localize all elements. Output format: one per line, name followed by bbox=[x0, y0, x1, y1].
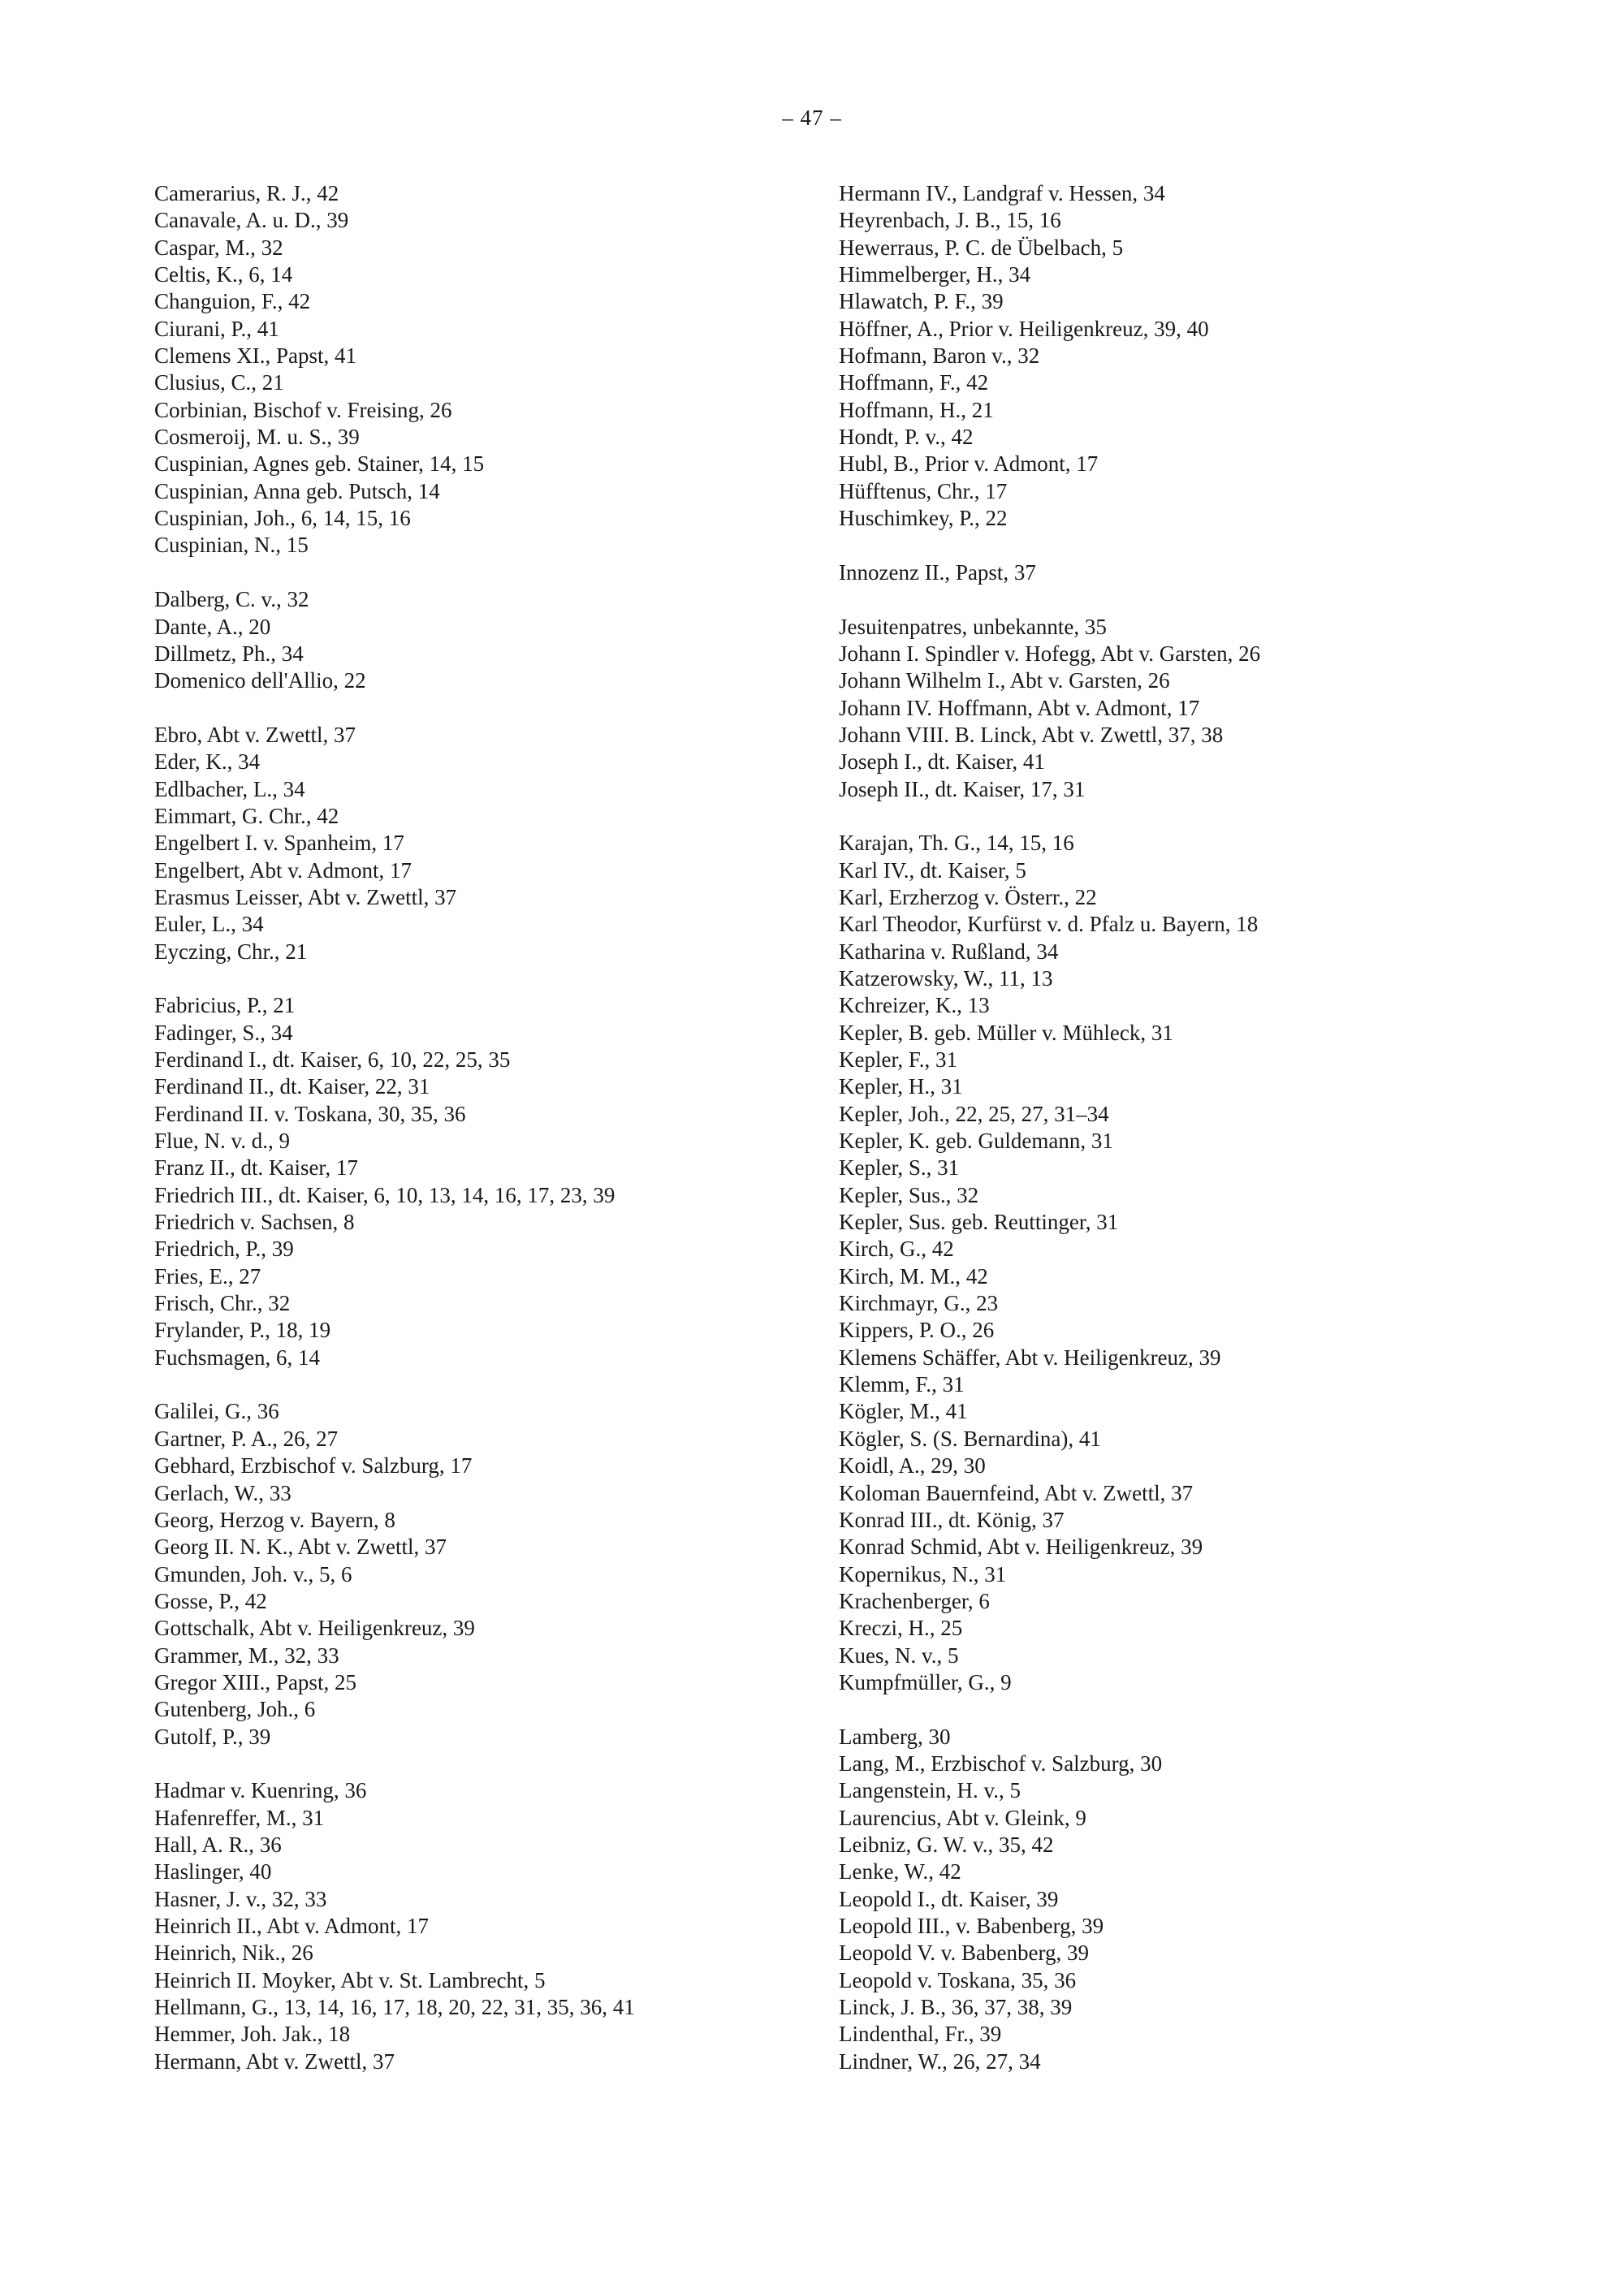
index-entry: Georg II. N. K., Abt v. Zwettl, 37 bbox=[154, 1535, 447, 1560]
index-entry: Cosmeroij, M. u. S., 39 bbox=[154, 425, 360, 450]
letter-group-spacer bbox=[839, 1696, 1505, 1723]
index-entry: Lenke, W., 42 bbox=[839, 1859, 961, 1884]
index-entry: Leopold v. Toskana, 35, 36 bbox=[839, 1967, 1077, 1992]
index-entry: Heyrenbach, J. B., 15, 16 bbox=[839, 208, 1061, 233]
index-entry: Lindenthal, Fr., 39 bbox=[839, 2022, 1002, 2047]
index-entry: Karajan, Th. G., 14, 15, 16 bbox=[839, 831, 1074, 856]
index-entry: Gregor XIII., Papst, 25 bbox=[154, 1669, 356, 1694]
page-number: – 47 – bbox=[782, 106, 842, 130]
index-entry: Friedrich, P., 39 bbox=[154, 1237, 294, 1262]
index-entry: Clemens XI., Papst, 41 bbox=[154, 343, 356, 369]
index-entry: Euler, L., 34 bbox=[154, 912, 264, 937]
index-entry: Cuspinian, Joh., 6, 14, 15, 16 bbox=[154, 506, 411, 531]
index-entry: Hüfftenus, Chr., 17 bbox=[839, 478, 1008, 503]
index-entry: Jesuitenpatres, unbekannte, 35 bbox=[839, 614, 1107, 639]
letter-group-spacer bbox=[154, 965, 820, 992]
index-entry: Joseph I., dt. Kaiser, 41 bbox=[839, 749, 1045, 775]
index-entry: Gerlach, W., 33 bbox=[154, 1480, 292, 1505]
index-entry: Gutolf, P., 39 bbox=[154, 1724, 271, 1749]
index-entry: Kues, N. v., 5 bbox=[839, 1643, 959, 1668]
index-entry: Gosse, P., 42 bbox=[154, 1588, 267, 1613]
index-entry: Eimmart, G. Chr., 42 bbox=[154, 803, 339, 828]
index-entry: Hermann, Abt v. Zwettl, 37 bbox=[154, 2048, 395, 2074]
index-entry: Erasmus Leisser, Abt v. Zwettl, 37 bbox=[154, 884, 457, 909]
index-entry: Franz II., dt. Kaiser, 17 bbox=[154, 1155, 358, 1181]
index-entry: Gebhard, Erzbischof v. Salzburg, 17 bbox=[154, 1453, 473, 1479]
index-entry: Ciurani, P., 41 bbox=[154, 316, 279, 341]
index-entry: Himmelberger, H., 34 bbox=[839, 262, 1031, 287]
index-entry: Edlbacher, L., 34 bbox=[154, 776, 305, 801]
index-entry: Fuchsmagen, 6, 14 bbox=[154, 1345, 320, 1370]
index-entry: Karl Theodor, Kurfürst v. d. Pfalz u. Bayern, 18 bbox=[839, 912, 1259, 937]
index-entry: Friedrich III., dt. Kaiser, 6, 10, 13, 14, 16, 17, 23, 39 bbox=[154, 1182, 615, 1207]
index-entry: Corbinian, Bischof v. Freising, 26 bbox=[154, 397, 452, 422]
index-entry: Kepler, S., 31 bbox=[839, 1155, 960, 1181]
index-entry: Flue, N. v. d., 9 bbox=[154, 1129, 290, 1154]
index-entry: Dante, A., 20 bbox=[154, 614, 271, 639]
index-entry: Dillmetz, Ph., 34 bbox=[154, 641, 304, 666]
index-entry: Heinrich II. Moyker, Abt v. St. Lambrecht, 5 bbox=[154, 1967, 546, 1992]
index-entry: Kirchmayr, G., 23 bbox=[839, 1291, 999, 1316]
index-entry: Kepler, Sus. geb. Reuttinger, 31 bbox=[839, 1210, 1119, 1235]
letter-group-spacer bbox=[154, 1371, 820, 1398]
index-entry: Clusius, C., 21 bbox=[154, 370, 284, 395]
index-entry: Dalberg, C. v., 32 bbox=[154, 587, 309, 612]
index-entry: Klemm, F., 31 bbox=[839, 1372, 965, 1397]
index-entry: Changuion, F., 42 bbox=[154, 289, 311, 314]
index-entry: Leibniz, G. W. v., 35, 42 bbox=[839, 1832, 1054, 1857]
index-entry: Eder, K., 34 bbox=[154, 749, 261, 775]
index-entry: Georg, Herzog v. Bayern, 8 bbox=[154, 1507, 395, 1532]
index-entry: Gottschalk, Abt v. Heiligenkreuz, 39 bbox=[154, 1616, 475, 1641]
index-entry: Kreczi, H., 25 bbox=[839, 1616, 963, 1641]
index-column-right bbox=[839, 180, 1505, 2075]
index-entry: Ferdinand II., dt. Kaiser, 22, 31 bbox=[154, 1074, 430, 1099]
index-entry: Celtis, K., 6, 14 bbox=[154, 262, 293, 287]
index-entry: Canavale, A. u. D., 39 bbox=[154, 208, 349, 233]
index-entry: Kumpfmüller, G., 9 bbox=[839, 1669, 1012, 1694]
index-entry: Frisch, Chr., 32 bbox=[154, 1291, 291, 1316]
index-entry: Hondt, P. v., 42 bbox=[839, 425, 974, 450]
index-entry: Karl IV., dt. Kaiser, 5 bbox=[839, 857, 1026, 883]
index-entry: Hubl, B., Prior v. Admont, 17 bbox=[839, 451, 1099, 477]
index-entry: Kopernikus, N., 31 bbox=[839, 1561, 1007, 1586]
index-entry: Hewerraus, P. C. de Übelbach, 5 bbox=[839, 235, 1124, 260]
index-entry: Lang, M., Erzbischof v. Salzburg, 30 bbox=[839, 1751, 1163, 1776]
index-entry: Cuspinian, Anna geb. Putsch, 14 bbox=[154, 478, 440, 503]
index-entry: Kepler, K. geb. Guldemann, 31 bbox=[839, 1129, 1113, 1154]
index-entry: Gmunden, Joh. v., 5, 6 bbox=[154, 1561, 352, 1586]
index-entry: Linck, J. B., 36, 37, 38, 39 bbox=[839, 1995, 1073, 2020]
index-entry: Leopold III., v. Babenberg, 39 bbox=[839, 1914, 1104, 1938]
index-entry: Krachenberger, 6 bbox=[839, 1588, 990, 1613]
index-entry: Gutenberg, Joh., 6 bbox=[154, 1697, 316, 1722]
index-entry: Engelbert, Abt v. Admont, 17 bbox=[154, 857, 412, 883]
index-entry: Konrad III., dt. König, 37 bbox=[839, 1507, 1065, 1532]
index-entry: Hemmer, Joh. Jak., 18 bbox=[154, 2022, 351, 2047]
index-entry: Fadinger, S., 34 bbox=[154, 1020, 293, 1045]
index-entry: Johann IV. Hoffmann, Abt v. Admont, 17 bbox=[839, 695, 1200, 720]
index-entry: Kirch, M. M., 42 bbox=[839, 1263, 988, 1289]
letter-group-spacer bbox=[154, 695, 820, 722]
index-entry: Heinrich, Nik., 26 bbox=[154, 1940, 313, 1966]
index-entry: Grammer, M., 32, 33 bbox=[154, 1643, 339, 1668]
index-entry: Langenstein, H. v., 5 bbox=[839, 1778, 1021, 1803]
index-entry: Hermann IV., Landgraf v. Hessen, 34 bbox=[839, 181, 1165, 205]
index-entry: Höffner, A., Prior v. Heiligenkreuz, 39, 40 bbox=[839, 316, 1209, 341]
index-entry: Joseph II., dt. Kaiser, 17, 31 bbox=[839, 776, 1086, 801]
index-entry: Hoffmann, H., 21 bbox=[839, 397, 994, 422]
index-entry: Karl, Erzherzog v. Österr., 22 bbox=[839, 884, 1097, 909]
index-entry: Kögler, M., 41 bbox=[839, 1399, 968, 1424]
letter-group-spacer bbox=[154, 1751, 820, 1777]
index-entry: Lamberg, 30 bbox=[839, 1724, 951, 1749]
index-entry: Frylander, P., 18, 19 bbox=[154, 1318, 331, 1343]
index-entry: Cuspinian, Agnes geb. Stainer, 14, 15 bbox=[154, 451, 485, 477]
index-entry: Hlawatch, P. F., 39 bbox=[839, 289, 1004, 314]
index-entry: Katzerowsky, W., 11, 13 bbox=[839, 965, 1053, 991]
index-entry: Kirch, G., 42 bbox=[839, 1237, 954, 1262]
index-entry: Hafenreffer, M., 31 bbox=[154, 1805, 325, 1830]
index-entry: Kchreizer, K., 13 bbox=[839, 993, 990, 1018]
letter-group-spacer bbox=[839, 532, 1505, 559]
index-entry: Ebro, Abt v. Zwettl, 37 bbox=[154, 722, 356, 747]
index-entry: Huschimkey, P., 22 bbox=[839, 506, 1008, 531]
index-entry: Kögler, S. (S. Bernardina), 41 bbox=[839, 1426, 1101, 1451]
index-entry: Cuspinian, N., 15 bbox=[154, 533, 309, 558]
index-entry: Johann I. Spindler v. Hofegg, Abt v. Garsten, 26 bbox=[839, 641, 1261, 666]
letter-group-spacer bbox=[154, 559, 820, 586]
index-entry: Ferdinand I., dt. Kaiser, 6, 10, 22, 25, 35 bbox=[154, 1047, 511, 1072]
index-entry: Koloman Bauernfeind, Abt v. Zwettl, 37 bbox=[839, 1480, 1194, 1505]
index-entry: Gartner, P. A., 26, 27 bbox=[154, 1426, 339, 1451]
index-entry: Hall, A. R., 36 bbox=[154, 1832, 282, 1857]
index-entry: Heinrich II., Abt v. Admont, 17 bbox=[154, 1914, 429, 1938]
index-entry: Kippers, P. O., 26 bbox=[839, 1318, 995, 1343]
index-entry: Lindner, W., 26, 27, 34 bbox=[839, 2048, 1041, 2074]
index-entry: Katharina v. Rußland, 34 bbox=[839, 939, 1059, 964]
index-entry: Konrad Schmid, Abt v. Heiligenkreuz, 39 bbox=[839, 1535, 1203, 1560]
letter-group-spacer bbox=[839, 586, 1505, 613]
index-entry: Haslinger, 40 bbox=[154, 1859, 272, 1884]
index-entry: Fries, E., 27 bbox=[154, 1263, 261, 1289]
index-entry: Caspar, M., 32 bbox=[154, 235, 283, 260]
index-entry: Kepler, F., 31 bbox=[839, 1047, 957, 1072]
index-entry: Camerarius, R. J., 42 bbox=[154, 181, 339, 205]
letter-group-spacer bbox=[839, 803, 1505, 830]
index-entry: Leopold V. v. Babenberg, 39 bbox=[839, 1940, 1089, 1966]
index-entry: Ferdinand II. v. Toskana, 30, 35, 36 bbox=[154, 1101, 466, 1126]
index-entry: Kepler, B. geb. Müller v. Mühleck, 31 bbox=[839, 1020, 1173, 1045]
index-entry: Hoffmann, F., 42 bbox=[839, 370, 989, 395]
index-entry: Laurencius, Abt v. Gleink, 9 bbox=[839, 1805, 1086, 1830]
index-entry: Domenico dell'Allio, 22 bbox=[154, 668, 366, 693]
index-entry: Johann VIII. B. Linck, Abt v. Zwettl, 37, 38 bbox=[839, 722, 1224, 747]
index-entry: Galilei, G., 36 bbox=[154, 1399, 279, 1424]
index-entry: Friedrich v. Sachsen, 8 bbox=[154, 1210, 355, 1235]
index-entry: Eyczing, Chr., 21 bbox=[154, 939, 308, 964]
index-entry: Hellmann, G., 13, 14, 16, 17, 18, 20, 22, 31, 35, 36, 41 bbox=[154, 1995, 635, 2020]
index-entry: Innozenz II., Papst, 37 bbox=[839, 559, 1036, 585]
index-entry: Koidl, A., 29, 30 bbox=[839, 1453, 986, 1479]
index-entry: Hadmar v. Kuenring, 36 bbox=[154, 1778, 367, 1803]
index-entry: Kepler, Sus., 32 bbox=[839, 1182, 979, 1207]
index-entry: Leopold I., dt. Kaiser, 39 bbox=[839, 1886, 1059, 1911]
index-entry: Johann Wilhelm I., Abt v. Garsten, 26 bbox=[839, 668, 1170, 693]
index-entry: Kepler, Joh., 22, 25, 27, 31–34 bbox=[839, 1101, 1109, 1126]
index-column-left bbox=[154, 180, 820, 2075]
index-entry: Hofmann, Baron v., 32 bbox=[839, 343, 1040, 369]
index-entry: Kepler, H., 31 bbox=[839, 1074, 963, 1099]
index-entry: Klemens Schäffer, Abt v. Heiligenkreuz, 39 bbox=[839, 1345, 1221, 1370]
index-entry: Engelbert I. v. Spanheim, 17 bbox=[154, 831, 404, 856]
index-entry: Fabricius, P., 21 bbox=[154, 993, 296, 1018]
index-entry: Hasner, J. v., 32, 33 bbox=[154, 1886, 327, 1911]
